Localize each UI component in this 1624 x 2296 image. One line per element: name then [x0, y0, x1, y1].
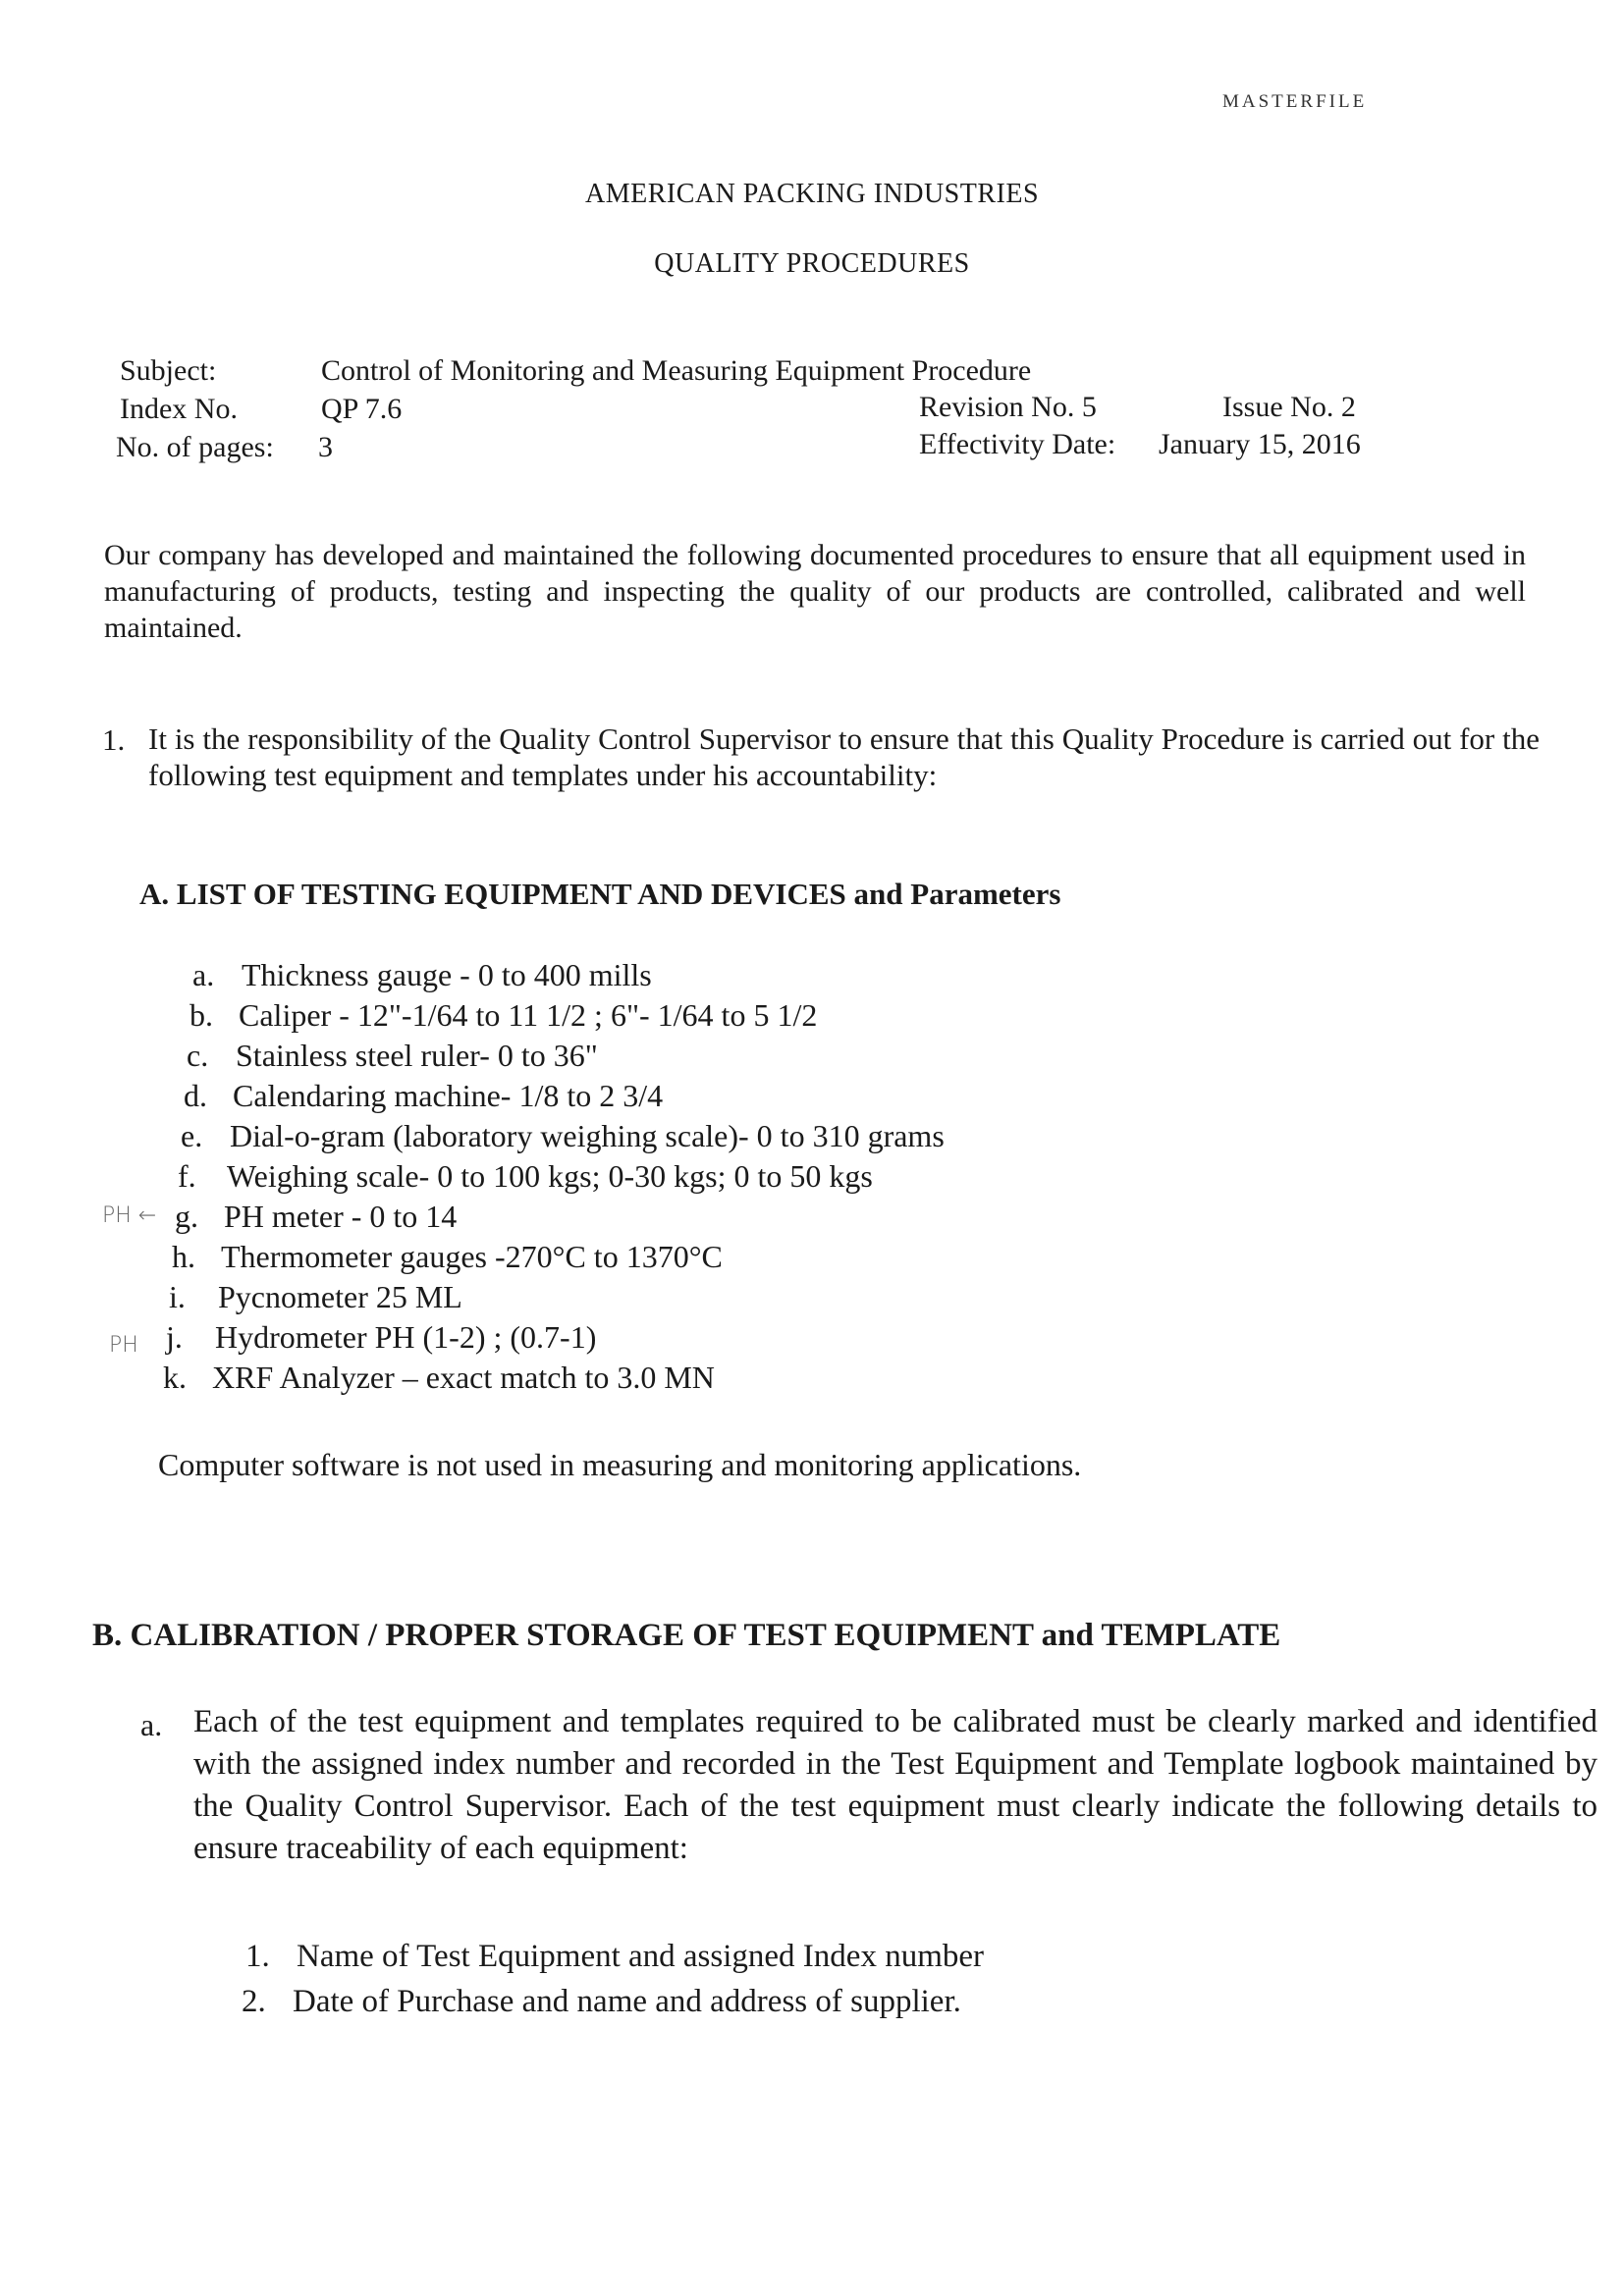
effectivity-label: Effectivity Date:: [919, 428, 1116, 460]
intro-paragraph: Our company has developed and maintained the following documented procedures to ensure that all equipment used in manufacturing of products, testing and inspecting the quality of our products are controlled, calibrated and well maintained.: [104, 539, 1526, 644]
equipment-item: c. Stainless steel ruler- 0 to 36": [187, 1038, 598, 1073]
section-a-heading: [139, 877, 1060, 912]
effectivity-date: January 15, 2016: [1159, 428, 1361, 460]
section-a-heading-tail: and Parameters: [845, 877, 1061, 911]
equipment-item: g. PH meter - 0 to 14: [175, 1199, 458, 1234]
document-type: QUALITY PROCEDURES: [654, 248, 970, 279]
handwritten-note-ph: PH ←: [102, 1203, 157, 1228]
equipment-item: a. Thickness gauge - 0 to 400 mills: [192, 957, 652, 992]
section-b-heading-main: B. CALIBRATION / PROPER STORAGE OF TEST EQUIPMENT: [92, 1618, 1034, 1653]
pages-value: 3: [318, 431, 333, 463]
section-b-item-text: Each of the test equipment and templates required to be calibrated must be clearly marked and identified with the assigned index number and recorded in the Test Equipment and Template logbook maintained by the Quality Control Supervisor. Each of the test equipment must clearly indicate the following details to ensure traceability of each equipment:: [193, 1704, 1597, 1866]
company-name: AMERICAN PACKING INDUSTRIES: [584, 179, 1040, 209]
subject-label: Subject:: [120, 354, 217, 387]
section-b-heading-tail: and TEMPLATE: [1033, 1618, 1281, 1653]
masterfile-stamp: MASTERFILE: [1222, 91, 1368, 112]
equipment-item: b. Caliper - 12"-1/64 to 11 1/2 ; 6"- 1/64 to 5 1/2: [189, 997, 818, 1033]
section-b-item-letter: a.: [140, 1707, 163, 1742]
revision-number: Revision No. 5: [919, 391, 1097, 423]
equipment-item: j. Hydrometer PH (1-2) ; (0.7-1): [166, 1319, 597, 1355]
equipment-item: d. Calendaring machine- 1/8 to 2 3/4: [184, 1078, 664, 1113]
pages-label: No. of pages:: [116, 431, 274, 463]
subject-value: Control of Monitoring and Measuring Equipment Procedure: [321, 354, 1032, 387]
section-1-number: 1.: [102, 722, 126, 757]
section-b-heading: [92, 1618, 1280, 1654]
section-a-heading-main: A. LIST OF TESTING EQUIPMENT AND DEVICES: [139, 877, 846, 911]
issue-number: Issue No. 2: [1222, 391, 1356, 423]
detail-list-item: 1. Name of Test Equipment and assigned Index number: [245, 1939, 984, 1974]
equipment-item: f. Weighing scale- 0 to 100 kgs; 0-30 kgs; 0 to 50 kgs: [178, 1158, 873, 1194]
equipment-item: i. Pycnometer 25 ML: [169, 1279, 462, 1314]
index-value: QP 7.6: [321, 393, 403, 425]
software-note: Computer software is not used in measuring and monitoring applications.: [158, 1447, 1082, 1482]
section-1-text: It is the responsibility of the Quality Control Supervisor to ensure that this Quality Procedure is carried out for the following test equipment and templates under his accountability:: [148, 721, 1540, 792]
detail-list-item: 2. Date of Purchase and name and address of supplier.: [242, 1984, 961, 2019]
equipment-item: h. Thermometer gauges -270°C to 1370°C: [172, 1239, 723, 1274]
handwritten-note-ph: PH: [109, 1333, 138, 1358]
equipment-item: k. XRF Analyzer – exact match to 3.0 MN: [163, 1360, 715, 1395]
equipment-item: e. Dial-o-gram (laboratory weighing scale)- 0 to 310 grams: [181, 1118, 945, 1153]
index-label: Index No.: [120, 393, 238, 425]
